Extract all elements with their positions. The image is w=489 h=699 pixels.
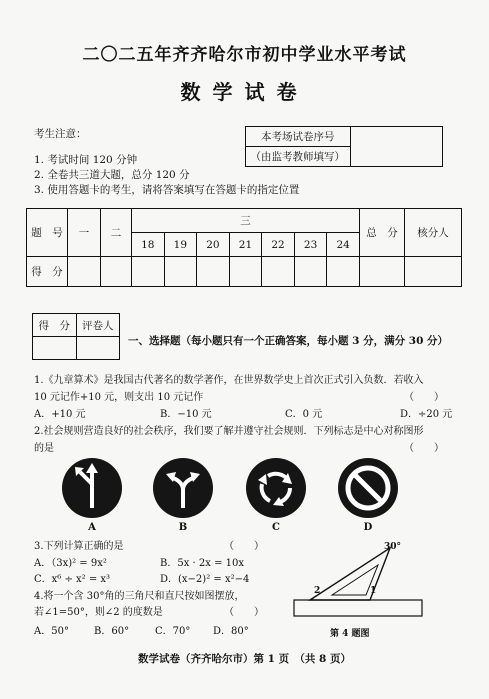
subject-title: 数学试卷 xyxy=(180,80,309,104)
q3-option-a: A．（3x)² = 9x² xyxy=(34,558,107,569)
q2-answer-paren[interactable]: （ ） xyxy=(404,443,444,454)
col-q22: 22 xyxy=(262,233,295,257)
page-footer: 数学试卷（齐齐哈尔市）第 1 页 （共 8 页） xyxy=(138,653,351,665)
serial-input-cell[interactable] xyxy=(350,127,442,167)
q4-figure xyxy=(290,540,430,622)
col-q21: 21 xyxy=(229,233,262,257)
notice-item-2: 2. 全卷共三道大题，总分 120 分 xyxy=(34,169,190,181)
score-cell[interactable] xyxy=(262,257,295,287)
score-cell[interactable] xyxy=(164,257,197,287)
col-q19: 19 xyxy=(164,233,197,257)
score-cell[interactable] xyxy=(132,257,165,287)
sign-d-label: D xyxy=(363,522,373,533)
q3-line-1: 3.下列计算正确的是 xyxy=(34,541,124,552)
notice-item-3: 3. 使用答题卡的考生，请将答案填写在答题卡的指定位置 xyxy=(34,184,300,196)
sign-c-label: C xyxy=(272,522,280,533)
col-section-3: 三 xyxy=(132,209,360,233)
q4-option-a: A．50° xyxy=(34,626,69,637)
q4-option-c: C．70° xyxy=(155,626,191,637)
q2-line-1: 2.社会规则营造良好的社会秩序，我们要了解并遵守社会规则．下列标志是中心对称图形 xyxy=(34,426,424,437)
q4-line-2: 若∠1=50°，则∠2 的度数是 xyxy=(34,607,163,618)
exam-title: 二〇二五年齐齐哈尔市初中学业水平考试 xyxy=(82,45,407,65)
figure-angle-30: 30° xyxy=(384,542,402,552)
score-cell[interactable] xyxy=(229,257,262,287)
q1-line-2: 10 元记作+10 元，则支出 10 元记作 xyxy=(34,392,204,403)
figure-label-2: 2 xyxy=(314,586,321,596)
score-cell[interactable] xyxy=(197,257,230,287)
col-q18: 18 xyxy=(132,233,165,257)
col-section-2: 二 xyxy=(101,209,132,257)
row-label-question: 题 号 xyxy=(27,209,68,257)
grader-name-label: 评卷人 xyxy=(76,314,120,337)
col-q24: 24 xyxy=(327,233,360,257)
q3-option-b: B．5x · 2x = 10x xyxy=(160,558,244,569)
q4-answer-paren[interactable]: （ ） xyxy=(224,607,264,618)
sign-d-prohibition-icon xyxy=(338,458,398,518)
sign-c-roundabout-icon xyxy=(246,458,306,518)
sign-b-left-right-turn-icon xyxy=(153,458,213,518)
sign-b-label: B xyxy=(178,522,188,533)
notice-heading: 考生注意： xyxy=(34,128,87,140)
q2-line-2: 的是 xyxy=(34,443,54,454)
q4-option-d: D．80° xyxy=(213,626,249,637)
sign-a-turn-left-or-straight-icon xyxy=(62,458,122,518)
score-cell[interactable] xyxy=(68,257,101,287)
col-checker: 核分人 xyxy=(405,209,462,257)
figure-label-1: 1 xyxy=(370,586,377,596)
grader-score-label: 得 分 xyxy=(33,314,77,337)
exam-serial-box xyxy=(245,126,443,167)
score-cell[interactable] xyxy=(360,257,405,287)
serial-note: （由监考教师填写） xyxy=(246,147,351,167)
grader-name-cell[interactable] xyxy=(76,337,120,360)
score-cell[interactable] xyxy=(101,257,132,287)
score-cell[interactable] xyxy=(294,257,327,287)
score-cell[interactable] xyxy=(405,257,462,287)
grader-score-cell[interactable] xyxy=(33,337,77,360)
q3-option-c: C．x⁶ ÷ x² = x³ xyxy=(34,574,111,585)
score-cell[interactable] xyxy=(327,257,360,287)
col-q23: 23 xyxy=(294,233,327,257)
q4-line-1: 4.将一个含 30°角的三角尺和直尺按如图摆放， xyxy=(34,591,245,602)
q1-option-a: A．+10 元 xyxy=(34,409,86,420)
q3-answer-paren[interactable]: （ ） xyxy=(224,541,264,552)
score-table xyxy=(26,208,462,287)
q3-option-d: D．(x−2)² = x²−4 xyxy=(160,574,250,585)
q1-answer-paren[interactable]: （ ） xyxy=(404,392,444,403)
col-section-1: 一 xyxy=(68,209,101,257)
figure-caption: 第 4 题图 xyxy=(330,629,370,639)
sign-a-label: A xyxy=(88,522,96,533)
notice-item-1: 1. 考试时间 120 分钟 xyxy=(34,154,138,166)
q1-line-1: 1.《九章算术》是我国古代著名的数学著作，在世界数学史上首次正式引入负数．若收入 xyxy=(34,375,424,386)
q1-option-d: D．÷20 元 xyxy=(400,409,453,420)
triangle-ruler-diagram xyxy=(290,540,430,622)
col-total: 总 分 xyxy=(360,209,405,257)
section-1-heading: 一、选择题（每小题只有一个正确答案，每小题 3 分，满分 30 分） xyxy=(128,335,449,347)
col-q20: 20 xyxy=(197,233,230,257)
row-label-score: 得 分 xyxy=(27,257,68,287)
grader-box xyxy=(32,313,120,360)
q1-option-c: C．0 元 xyxy=(285,409,323,420)
serial-label: 本考场试卷序号 xyxy=(246,127,351,147)
q4-option-b: B．60° xyxy=(94,626,130,637)
q1-option-b: B．−10 元 xyxy=(160,409,212,420)
